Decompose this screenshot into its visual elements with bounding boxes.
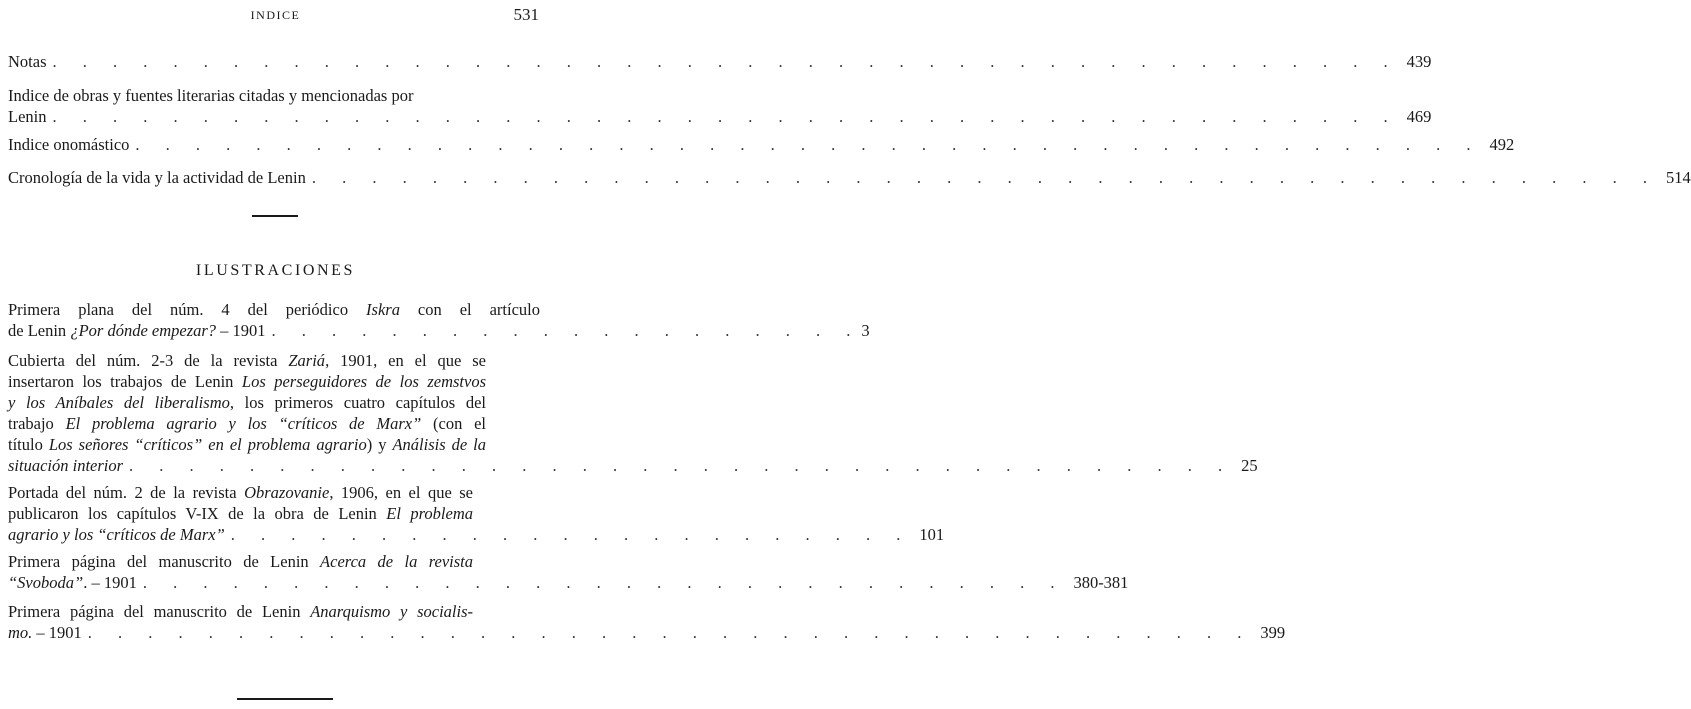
entry-line: Cubierta del núm. 2-3 de la revista Zariá, 1901, en el que se: [8, 351, 486, 370]
toc-page-number: 439: [1406, 52, 1432, 71]
illustration-page-number: 25: [1241, 456, 1258, 475]
entry-line: de Lenin ¿Por dónde empezar? – 1901: [8, 321, 266, 340]
illustration-page-number: 101: [919, 525, 945, 544]
dot-leader: . . . . . . . . . . . . . . . . . . . . . . . . . . . . . . . . . . . . . . . . . . . . .: [52, 52, 1399, 71]
entry-line: insertaron los trabajos de Lenin Los perseguidores de los zemstvos: [8, 372, 486, 391]
toc-entry-text: Cronología de la vida y la actividad de Lenin: [8, 168, 306, 187]
toc-page-number: 469: [1406, 107, 1432, 126]
section-divider: [252, 215, 298, 217]
entry-line: “Svoboda”. – 1901: [8, 573, 137, 592]
dot-leader: . . . . . . . . . . . . . . . . . . . . . . . . . . . . . . . . . . . . . . . . . . . . .: [135, 135, 1482, 154]
dot-leader: . . . . . . . . . . . . . . . . . . . .: [271, 321, 862, 340]
illustration-page-number: 399: [1260, 623, 1286, 642]
entry-line: situación interior: [8, 456, 124, 475]
entry-line: mo. – 1901: [8, 623, 82, 642]
toc-entry-text: Indice onomástico: [8, 135, 130, 154]
toc-page-number: 492: [1489, 135, 1515, 154]
toc-page-number: 514: [1665, 168, 1691, 187]
entry-line: agrario y los “críticos de Marx”: [8, 525, 225, 544]
entry-line: Primera página del manuscrito de Lenin Anarquismo y socialis-: [8, 602, 474, 621]
illustration-page-number: 3: [861, 321, 870, 340]
illustration-entry-3: [8, 482, 945, 545]
toc-entry-indice-obras: [8, 85, 1432, 127]
dot-leader: . . . . . . . . . . . . . . . . . . . . . . . . . . . . . . . . . . . . . . . . . . . . .: [311, 168, 1658, 187]
illustration-entry-5: [8, 601, 1286, 643]
dot-leader: . . . . . . . . . . . . . . . . . . . . . . . . . . . . . . .: [142, 573, 1066, 592]
entry-line: trabajo El problema agrario y los “críticos de Marx” (con el: [8, 414, 486, 433]
entry-line: y los Aníbales del liberalismo, los primeros cuatro capítulos del: [8, 393, 486, 412]
toc-entry-notas: [8, 51, 1432, 72]
toc-entry-cronologia: [8, 167, 1691, 188]
entry-line: Primera página del manuscrito de Lenin Acerca de la revista: [8, 552, 474, 571]
dot-leader: . . . . . . . . . . . . . . . . . . . . . . . . . . . . . . . . . . . . . . . . . . . . .: [52, 107, 1399, 126]
dot-leader: . . . . . . . . . . . . . . . . . . . . . . .: [230, 525, 912, 544]
toc-entry-text: Indice de obras y fuentes literarias citadas y mencionadas por: [8, 86, 414, 105]
toc-entry-text: Lenin: [8, 107, 47, 126]
running-head-title: INDICE: [250, 8, 301, 22]
running-head: [0, 5, 551, 27]
bottom-divider: [237, 698, 333, 700]
entry-line: Portada del núm. 2 de la revista Obrazovanie, 1906, en el que se: [8, 483, 473, 502]
dot-leader: . . . . . . . . . . . . . . . . . . . . . . . . . . . . . . . . . . . . . . .: [87, 623, 1253, 642]
running-head-page-number: 531: [513, 5, 539, 24]
illustration-page-number: 380-381: [1073, 573, 1129, 592]
illustration-entry-4: [8, 551, 1129, 593]
toc-entry-text: Notas: [8, 52, 47, 71]
section-title-ilustraciones: ILUSTRACIONES: [195, 262, 356, 279]
entry-line: Primera plana del núm. 4 del periódico Iskra con el artículo: [8, 300, 540, 319]
illustration-entry-2: [8, 350, 1258, 476]
entry-line: publicaron los capítulos V-IX de la obra de Lenin El problema: [8, 504, 473, 523]
illustration-entry-1: [8, 299, 870, 341]
entry-line: título Los señores “críticos” en el problema agrario) y Análisis de la: [8, 435, 487, 454]
toc-entry-indice-onomastico: [8, 134, 1515, 155]
dot-leader: . . . . . . . . . . . . . . . . . . . . . . . . . . . . . . . . . . . . .: [129, 456, 1234, 475]
